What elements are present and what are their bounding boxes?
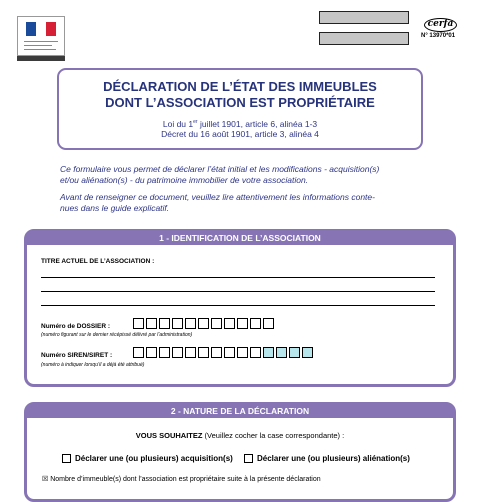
- intro-paragraph-2: Avant de renseigner ce document, veuillez lire attentivement les informations conte- nues dans le guide explicatif.: [60, 192, 375, 213]
- cerfa-number: N° 13970*01: [421, 33, 456, 39]
- cerfa-logo: cerfa: [424, 18, 457, 32]
- alienation-option-label: Déclarer une (ou plusieurs) aliénation(s): [257, 454, 410, 463]
- logo-ministry-band: [17, 56, 65, 61]
- siren-number-field[interactable]: [133, 347, 315, 358]
- titre-line-3[interactable]: [41, 305, 435, 306]
- dossier-label: Numéro de DOSSIER :: [41, 323, 110, 330]
- titre-label: TITRE ACTUEL DE L’ASSOCIATION :: [41, 258, 155, 265]
- intro-paragraph-1: Ce formulaire vous permet de déclarer l’état initial et les modifications - acquisition(s) et/ou aliénation(s) - du patrimoine immobilier de votre association.: [60, 164, 380, 185]
- souhaitez-instruction: VOUS SOUHAITEZ (Veuillez cocher la case correspondante) :: [135, 431, 345, 440]
- marianne-logo: [17, 16, 65, 56]
- form-title-box: [57, 68, 423, 150]
- alienation-checkbox[interactable]: [244, 454, 253, 463]
- law-reference: Loi du 1er juillet 1901, article 6, alinéa 1-3: [162, 118, 318, 129]
- titre-line-1[interactable]: [41, 277, 435, 278]
- building-count-line: ☒ Nombre d’immeuble(s) dont l’association est propriétaire suite à la présente déclaration: [42, 476, 321, 483]
- dossier-hint: (numéro figurant sur le dernier récépissé délivré par l’administration): [41, 332, 193, 338]
- acquisition-option-label: Déclarer une (ou plusieurs) acquisition(s): [75, 454, 233, 463]
- section-nature-declaration: [24, 402, 456, 502]
- section-2-header: 2 - NATURE DE LA DÉCLARATION: [27, 405, 453, 418]
- section-1-header: 1 - IDENTIFICATION DE L’ASSOCIATION: [27, 232, 453, 245]
- siren-hint: (numéro à indiquer lorsqu’il a déjà été attribué): [41, 362, 145, 368]
- decree-reference: Décret du 16 août 1901, article 3, alinéa 4: [161, 128, 319, 139]
- registration-box-top[interactable]: [319, 11, 409, 24]
- checkmark-icon: ☒: [42, 476, 51, 483]
- acquisition-checkbox[interactable]: [62, 454, 71, 463]
- form-title: DÉCLARATION DE L’ÉTAT DES IMMEUBLES DONT L’ASSOCIATION EST PROPRIÉTAIRE: [103, 79, 377, 110]
- titre-line-2[interactable]: [41, 291, 435, 292]
- tricolor-flag-icon: [26, 22, 56, 36]
- siren-label: Numéro SIREN/SIRET :: [41, 352, 113, 359]
- dossier-number-field[interactable]: [133, 318, 276, 329]
- registration-box-bottom[interactable]: [319, 32, 409, 45]
